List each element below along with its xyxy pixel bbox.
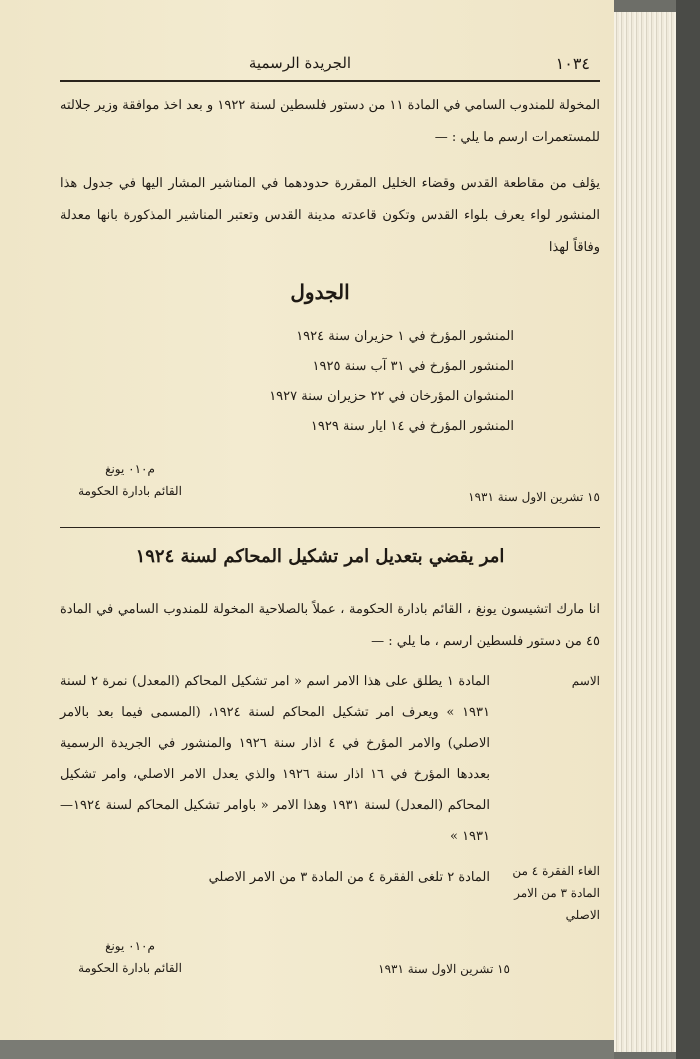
- article-2: المادة ٢ تلغى الفقرة ٤ من المادة ٣ من الامر الاصلي: [208, 870, 490, 885]
- schedule-item: المنشور المؤرخ في ١٤ ايار سنة ١٩٢٩: [310, 419, 514, 434]
- second-order-preamble: انا مارك اتشيسون يونغ ، القائم بادارة الحكومة ، عملاً بالصلاحية المخولة للمندوب السامي في المادة ٤٥ من دستور فلسطين ارسم ، ما يلي : —: [60, 602, 600, 649]
- schedule-list: [214, 322, 514, 442]
- signature-name: م٠١٠ يونغ: [105, 939, 155, 953]
- margin-line: الغاء الفقرة ٤ من: [512, 864, 600, 878]
- article2-margin-note: [480, 860, 600, 926]
- first-order-date: ١٥ تشرين الاول سنة ١٩٣١: [468, 490, 600, 504]
- first-order-intro: المخولة للمندوب السامي في المادة ١١ من دستور فلسطين لسنة ١٩٢٢ و بعد اخذ موافقة وزير جلالته للمستعمرات ارسم ما يلي : —: [60, 98, 600, 145]
- page-edges: [614, 12, 676, 1052]
- signature-title: القائم بادارة الحكومة: [78, 484, 182, 498]
- page-number: ١٠٣٤: [555, 54, 590, 73]
- second-order-title: امر يقضي بتعديل امر تشكيل المحاكم لسنة ١٩٢٤: [135, 546, 505, 567]
- first-order-signature: [75, 458, 185, 502]
- margin-line: الاصلي: [565, 908, 600, 922]
- schedule-item: المنشوان المؤرخان في ٢٢ حزيران سنة ١٩٢٧: [269, 389, 514, 404]
- schedule-item: المنشور المؤرخ في ٣١ آب سنة ١٩٢٥: [312, 359, 514, 374]
- signature-name: م٠١٠ يونغ: [105, 462, 155, 476]
- second-order-signature: [70, 935, 190, 979]
- margin-line: المادة ٣ من الامر: [514, 886, 600, 900]
- schedule-item: المنشور المؤرخ في ١ حزيران سنة ١٩٢٤: [296, 329, 514, 344]
- signature-title: القائم بادارة الحكومة: [78, 961, 182, 975]
- schedule-heading: الجدول: [290, 280, 350, 304]
- article-1: المادة ١ يطلق على هذا الامر اسم « امر تشكيل المحاكم (المعدل) نمرة ٢ لسنة ١٩٣١ » ويعرف امر تشكيل المحاكم لسنة ١٩٢٤، (المسمى فيما بعد بالامر الاصلي) والامر المؤرخ في ٤ اذار سنة ١٩٢٦ والمنشور في الجريدة الرسمية بعددها المؤرخ في ١٦ اذار سنة ١٩٢٦ والذي يعدل الامر الاصلي، وامر تشكيل المحاكم (المعدل) لسنة ١٩٣١ وهذا الامر « باوامر تشكيل المحاكم لسنة ١٩٢٤—١٩٣١ »: [60, 674, 490, 844]
- section-divider: [60, 527, 600, 528]
- first-order-body: يؤلف من مقاطعة القدس وقضاء الخليل المقررة حدودهما في المناشير المشار اليها في جدول هذا المنشور لواء يعرف بلواء القدس وتكون قاعدته مدينة القدس وتعتبر المناشير المذكورة بانها معدلة وفاقاً لهذا: [60, 176, 600, 255]
- page-bottom-shadow: [0, 1040, 614, 1059]
- header-rule: [60, 80, 600, 82]
- article1-margin-note: الاسم: [571, 674, 600, 688]
- second-order-date: ١٥ تشرين الاول سنة ١٩٣١: [378, 962, 510, 976]
- gazette-title: الجريدة الرسمية: [248, 54, 352, 72]
- book-spine: [676, 0, 700, 1059]
